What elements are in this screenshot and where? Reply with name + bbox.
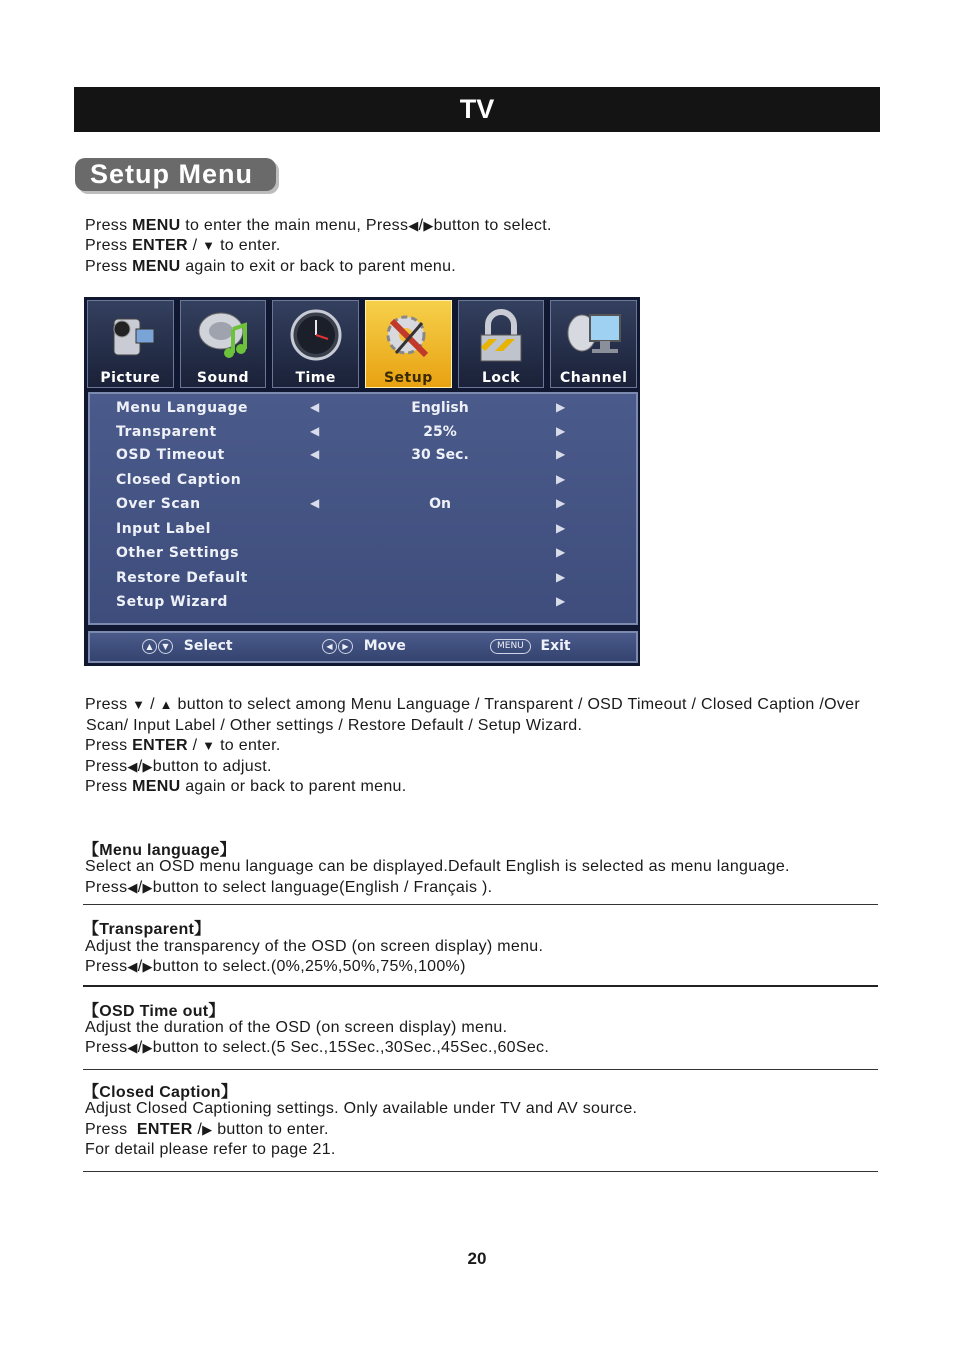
right-arrow-icon[interactable]: ▶ xyxy=(556,521,566,535)
tab-time[interactable] xyxy=(272,300,359,388)
footer-exit-hint xyxy=(490,638,571,654)
menu-row-closed-caption[interactable] xyxy=(90,472,636,494)
text: Select an OSD menu language can be displayed.Default English is selected as menu language. xyxy=(85,858,790,875)
menu-row-label: Restore Default xyxy=(116,570,248,586)
divider xyxy=(83,1069,878,1070)
text: Press xyxy=(85,958,128,975)
menu-row-transparent[interactable] xyxy=(90,424,636,446)
section-text: Press◀/▶button to select.(0%,25%,50%,75%,100%) xyxy=(85,958,466,975)
tab-label: Sound xyxy=(196,370,250,386)
section-heading-closed-caption: 【Closed Caption】 xyxy=(83,1084,238,1101)
left-arrow-icon[interactable]: ◀ xyxy=(310,447,320,461)
tab-picture[interactable] xyxy=(87,300,174,388)
text: button to select.(0%,25%,50%,75%,100%) xyxy=(152,958,466,975)
intro-line-1: Press MENU to enter the main menu, Press◀/▶button to select. xyxy=(85,217,552,234)
right-arrow-icon: ▶ xyxy=(423,218,434,233)
menu-row-label: OSD Timeout xyxy=(116,447,225,463)
section-text xyxy=(85,1099,637,1120)
menu-row-osd-timeout[interactable] xyxy=(90,447,636,469)
text: Press xyxy=(85,1039,128,1056)
left-arrow-icon[interactable]: ◀ xyxy=(310,424,320,438)
footer-move-label: Move xyxy=(363,638,406,654)
tab-channel[interactable] xyxy=(550,300,637,388)
text: Press xyxy=(85,217,128,234)
text: again or back to parent menu. xyxy=(185,778,407,795)
tab-label: Lock xyxy=(481,370,521,386)
enter-key-text: ENTER xyxy=(132,237,188,254)
up-button-icon: ▲ xyxy=(142,639,157,654)
left-button-icon: ◀ xyxy=(322,639,337,654)
text: Adjust Closed Captioning settings. Only available under TV and AV source. xyxy=(85,1100,638,1117)
text: to enter the main menu, Press xyxy=(185,217,409,234)
text: again to exit or back to parent menu. xyxy=(185,258,457,275)
page-number: 20 xyxy=(467,1249,487,1268)
right-arrow-icon[interactable]: ▶ xyxy=(556,400,566,414)
menu-row-label: Closed Caption xyxy=(116,472,242,488)
left-arrow-icon[interactable]: ◀ xyxy=(310,496,320,510)
section-text xyxy=(85,1018,507,1039)
right-arrow-icon[interactable]: ▶ xyxy=(556,594,566,608)
padlock-icon xyxy=(471,307,531,367)
right-arrow-icon: ▶ xyxy=(142,959,153,974)
menu-row-over-scan[interactable] xyxy=(90,496,636,518)
text: Adjust the duration of the OSD (on screen display) menu. xyxy=(85,1019,508,1036)
intro-line-2: Press ENTER / ▼ to enter. xyxy=(85,237,281,254)
footer-select-hint xyxy=(142,638,233,654)
tab-label: Setup xyxy=(383,370,433,386)
tab-sound[interactable] xyxy=(180,300,267,388)
menu-row-label: Input Label xyxy=(116,521,211,537)
section-text xyxy=(85,857,790,878)
text: button to select. xyxy=(433,217,552,234)
satellite-monitor-icon xyxy=(564,307,624,367)
section-heading-osd-timeout: 【OSD Time out】 xyxy=(83,1003,225,1020)
text: Press xyxy=(85,778,128,795)
menu-row-label: Setup Wizard xyxy=(116,594,228,610)
text: Press xyxy=(85,258,128,275)
section-text: Press ENTER /▶ button to enter. xyxy=(85,1121,329,1138)
right-arrow-icon: ▶ xyxy=(202,1122,213,1137)
text: button to select.(5 Sec.,15Sec.,30Sec.,45Sec.,60Sec. xyxy=(152,1039,550,1056)
section-text: Press◀/▶button to select.(5 Sec.,15Sec.,30Sec.,45Sec.,60Sec. xyxy=(85,1039,550,1056)
text: button to select language(English / Français ). xyxy=(152,879,493,896)
menu-key-text: MENU xyxy=(132,258,181,275)
camcorder-icon xyxy=(100,307,160,367)
nav-help-line-1b xyxy=(86,716,582,737)
menu-key-text: MENU xyxy=(132,778,181,795)
enter-key-text: ENTER xyxy=(136,1121,193,1138)
menu-row-label: Menu Language xyxy=(116,400,249,416)
right-button-icon: ▶ xyxy=(338,639,353,654)
text: button to enter. xyxy=(217,1121,329,1138)
left-arrow-icon: ◀ xyxy=(408,218,419,233)
page-header: TV xyxy=(74,87,880,132)
text: button to select among Menu Language / Transparent / OSD Timeout / Closed Caption /Over xyxy=(177,696,860,713)
intro-line-3 xyxy=(85,257,456,278)
text: to enter. xyxy=(220,237,281,254)
clock-icon xyxy=(286,307,346,367)
right-arrow-icon[interactable]: ▶ xyxy=(556,447,566,461)
right-arrow-icon: ▶ xyxy=(142,1040,153,1055)
nav-help-line-1: Press ▼ / ▲ button to select among Menu Language / Transparent / OSD Timeout / Closed Caption /Over xyxy=(85,696,860,713)
tab-label: Channel xyxy=(559,370,628,386)
menu-row-value: 25% xyxy=(423,424,457,440)
text: Press xyxy=(85,737,128,754)
nav-help-line-4 xyxy=(85,777,407,798)
right-arrow-icon[interactable]: ▶ xyxy=(556,496,566,510)
nav-help-line-2: Press ENTER / ▼ to enter. xyxy=(85,737,281,754)
footer-exit-label: Exit xyxy=(540,638,571,654)
down-button-icon: ▼ xyxy=(158,639,173,654)
left-arrow-icon: ◀ xyxy=(127,959,138,974)
gear-tools-icon xyxy=(378,307,438,367)
text: Adjust the transparency of the OSD (on screen display) menu. xyxy=(85,938,544,955)
up-arrow-icon: ▲ xyxy=(159,697,173,712)
right-arrow-icon[interactable]: ▶ xyxy=(556,570,566,584)
enter-key-text: ENTER xyxy=(132,737,188,754)
speaker-note-icon xyxy=(193,307,253,367)
text: button to adjust. xyxy=(152,758,272,775)
text: Press xyxy=(85,696,128,713)
right-arrow-icon[interactable]: ▶ xyxy=(556,424,566,438)
text: Press xyxy=(85,1121,128,1138)
divider xyxy=(83,1171,878,1172)
menu-row-value: English xyxy=(411,400,469,416)
menu-row-input-label[interactable] xyxy=(90,521,636,543)
text: For detail please refer to page 21. xyxy=(85,1141,336,1158)
menu-key-icon: MENU xyxy=(490,639,531,654)
tab-label: Time xyxy=(295,370,336,386)
text: Press xyxy=(85,758,128,775)
left-arrow-icon: ◀ xyxy=(127,1040,138,1055)
divider xyxy=(83,985,878,987)
right-arrow-icon: ▶ xyxy=(142,759,153,774)
menu-row-restore-default[interactable] xyxy=(90,570,636,592)
tab-label: Picture xyxy=(100,370,161,386)
menu-key-text: MENU xyxy=(132,217,181,234)
menu-row-setup-wizard[interactable] xyxy=(90,594,636,616)
left-arrow-icon: ◀ xyxy=(127,759,138,774)
osd-footer xyxy=(88,631,638,663)
footer-select-label: Select xyxy=(183,638,233,654)
menu-row-label: Transparent xyxy=(116,424,217,440)
left-arrow-icon[interactable]: ◀ xyxy=(310,400,320,414)
osd-setup-screenshot xyxy=(84,297,640,666)
right-arrow-icon[interactable]: ▶ xyxy=(556,472,566,486)
menu-row-label: Other Settings xyxy=(116,545,239,561)
tab-lock[interactable] xyxy=(458,300,545,388)
section-text: Press◀/▶button to select language(English / Français ). xyxy=(85,879,493,896)
text: to enter. xyxy=(220,737,281,754)
osd-tab-bar xyxy=(87,300,637,388)
footer-move-hint xyxy=(322,638,406,654)
down-arrow-icon: ▼ xyxy=(202,238,216,253)
down-arrow-icon: ▼ xyxy=(202,738,216,753)
nav-help-line-3: Press◀/▶button to adjust. xyxy=(85,758,272,775)
text: Scan/ Input Label / Other settings / Restore Default / Setup Wizard. xyxy=(86,717,583,734)
menu-row-other-settings[interactable] xyxy=(90,545,636,567)
right-arrow-icon: ▶ xyxy=(142,880,153,895)
left-arrow-icon: ◀ xyxy=(127,880,138,895)
section-heading-menu-language: 【Menu language】 xyxy=(83,842,236,859)
right-arrow-icon[interactable]: ▶ xyxy=(556,545,566,559)
section-text xyxy=(85,937,543,958)
menu-row-menu-language[interactable] xyxy=(90,400,636,422)
down-arrow-icon: ▼ xyxy=(132,697,146,712)
menu-row-value: On xyxy=(429,496,451,512)
menu-row-label: Over Scan xyxy=(116,496,201,512)
osd-menu-panel xyxy=(88,392,638,625)
menu-row-value: 30 Sec. xyxy=(411,447,469,463)
tab-setup[interactable] xyxy=(365,300,452,388)
text: Press xyxy=(85,237,128,254)
text: Press xyxy=(85,879,128,896)
section-text xyxy=(85,1140,336,1161)
divider xyxy=(83,904,878,905)
section-heading-transparent: 【Transparent】 xyxy=(83,921,211,938)
section-title: Setup Menu xyxy=(75,158,276,191)
